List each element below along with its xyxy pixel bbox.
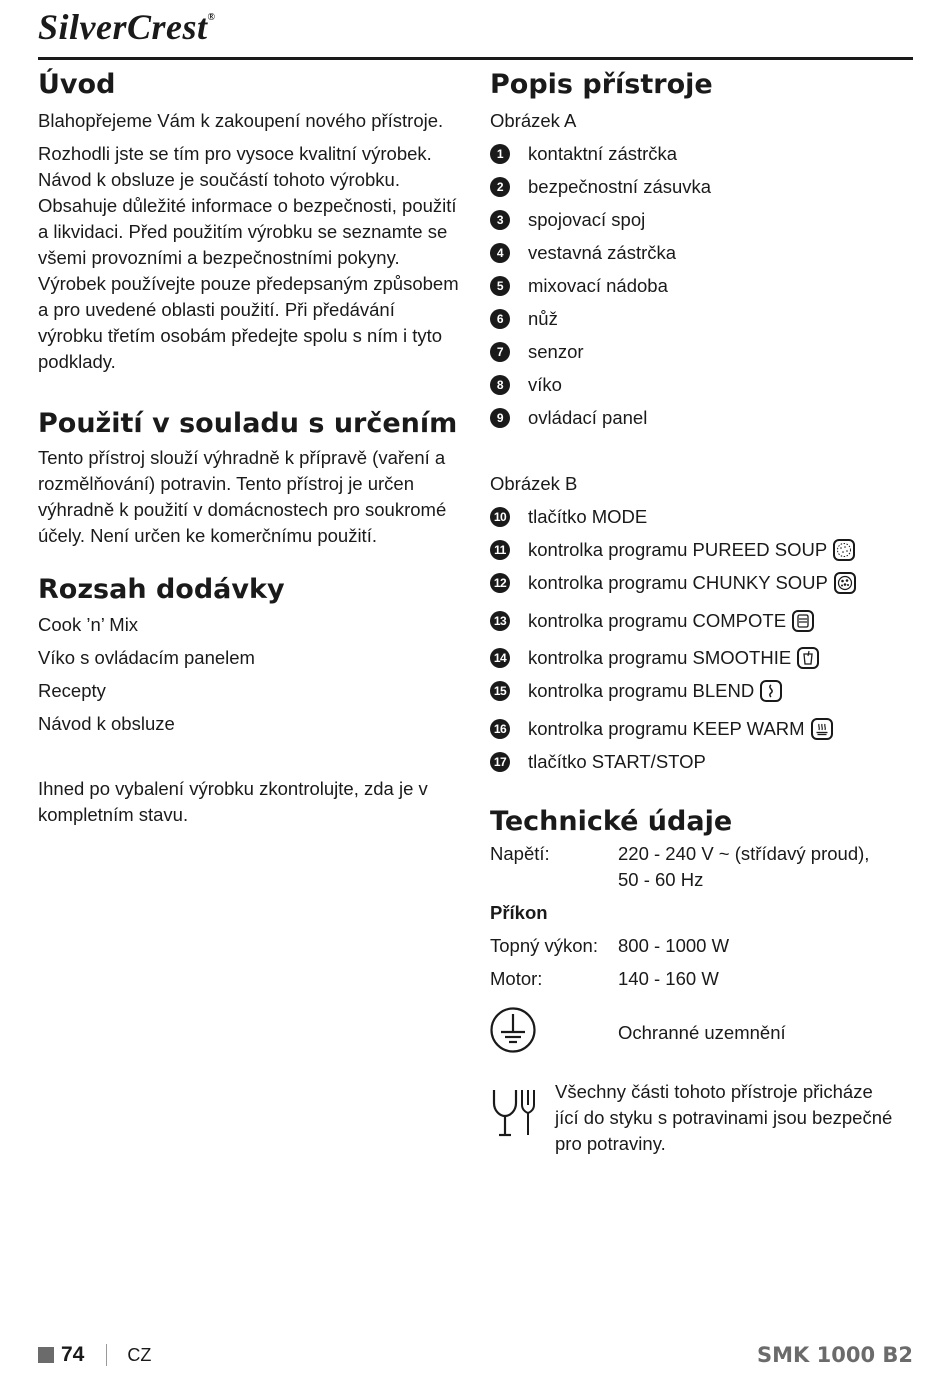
section-title-uvod: Úvod <box>38 69 116 100</box>
figure-a-label: Obrázek A <box>490 110 577 131</box>
number-badge: 17 <box>490 752 510 772</box>
uvod-paragraph-2: Rozhodli jste se tím pro vysoce kvalitní výrobek. Návod k obsluze je součástí tohoto výrobku. Obsahuje důležité informace o bezpečnosti, použití a likvidaci. Před použitím výrobku se seznamte se všemi provozními a bezpečnostními pokyny. Výrobek používejte pouze předepsaným způsobem a pro uvedené oblasti použití. Při předávání výrobku třetím osobám předejte spolu s ním i tyto podklady. <box>38 143 459 372</box>
section-title-popis: Popis přístroje <box>490 69 713 100</box>
list-item <box>490 645 913 671</box>
tech-value: 140 - 160 W <box>618 968 719 989</box>
tech-value: 800 - 1000 W <box>618 935 730 956</box>
number-badge: 3 <box>490 210 510 230</box>
tech-value <box>618 841 869 893</box>
section-title-pouziti: Použití v souladu s určením <box>38 408 458 439</box>
food-safe-icon <box>490 1079 555 1157</box>
list-item <box>490 273 913 299</box>
item-label: mixovací nádoba <box>528 275 668 296</box>
brand-name: SilverCrest <box>38 7 208 47</box>
item-label: tlačítko START/STOP <box>528 751 706 772</box>
number-badge: 13 <box>490 611 510 631</box>
number-badge: 6 <box>490 309 510 329</box>
keep-warm-icon <box>811 718 833 740</box>
number-badge: 9 <box>490 408 510 428</box>
list-item <box>490 207 913 233</box>
number-badge: 15 <box>490 681 510 701</box>
tech-row-motor <box>490 966 913 992</box>
item-label: kontrolka programu KEEP WARM <box>528 718 805 739</box>
list-item <box>490 339 913 365</box>
rozsah-item: Recepty <box>38 680 106 701</box>
footer-left <box>38 1343 151 1367</box>
item-label: kontaktní zástrčka <box>528 143 678 164</box>
left-column <box>38 66 463 828</box>
item-label: spojovací spoj <box>528 209 646 230</box>
tech-row-napeti <box>490 841 913 893</box>
number-badge: 7 <box>490 342 510 362</box>
brand-logo <box>38 6 216 48</box>
list-item <box>490 372 913 398</box>
list-item <box>490 141 913 167</box>
item-label: kontrolka programu PUREED SOUP <box>528 539 828 560</box>
item-label: vestavná zástrčka <box>528 242 677 263</box>
food-safe-text: Všechny části tohoto přístroje přicháze jící do styku s potravinami jsou bezpečné pro potraviny. <box>555 1081 893 1154</box>
number-badge: 16 <box>490 719 510 739</box>
figure-a-list <box>490 141 913 431</box>
list-item <box>490 678 913 704</box>
list-item <box>490 537 913 563</box>
model-number: SMK 1000 B2 <box>757 1343 913 1367</box>
list-item <box>490 570 913 596</box>
item-label: kontrolka programu BLEND <box>528 680 755 701</box>
item-label: nůž <box>528 308 558 329</box>
compote-icon <box>792 610 814 632</box>
number-badge: 12 <box>490 573 510 593</box>
tech-value-line: 50 - 60 Hz <box>618 869 704 890</box>
tech-label: Napětí: <box>490 843 550 864</box>
number-badge: 1 <box>490 144 510 164</box>
list-item <box>490 608 913 634</box>
number-badge: 14 <box>490 648 510 668</box>
item-label: kontrolka programu COMPOTE <box>528 610 787 631</box>
rozsah-note: Ihned po vybalení výrobku zkontrolujte, zda je v kompletním stavu. <box>38 778 428 825</box>
list-item <box>490 504 913 530</box>
item-label: víko <box>528 374 562 395</box>
list-item <box>490 405 913 431</box>
pouziti-paragraph: Tento přístroj slouží výhradně k přípravě (vaření a rozmělňování) potravin. Tento přístroj je určen výhradně k použití v domácnostech pro soukromé účely. Není určen ke komerčnímu použití. <box>38 447 447 546</box>
tech-label: Motor: <box>490 968 543 989</box>
pureed-soup-icon <box>833 539 855 561</box>
tech-label: Topný výkon: <box>490 935 598 956</box>
right-column <box>490 66 913 1157</box>
smoothie-icon <box>797 647 819 669</box>
section-title-tech: Technické údaje <box>490 806 733 837</box>
food-safe-row <box>490 1079 913 1157</box>
list-item <box>490 716 913 742</box>
item-label: bezpečnostní zásuvka <box>528 176 712 197</box>
list-item <box>490 240 913 266</box>
list-item <box>490 749 913 775</box>
list-item <box>490 306 913 332</box>
item-label: ovládací panel <box>528 407 648 428</box>
number-badge: 11 <box>490 540 510 560</box>
rozsah-item: Víko s ovládacím panelem <box>38 647 255 668</box>
item-label: senzor <box>528 341 584 362</box>
chunky-soup-icon <box>834 572 856 594</box>
ground-row <box>490 1006 913 1059</box>
number-badge: 10 <box>490 507 510 527</box>
tech-value-line: 220 - 240 V ~ (střídavý proud), <box>618 843 870 864</box>
number-badge: 5 <box>490 276 510 296</box>
rozsah-list <box>38 612 463 737</box>
item-label: kontrolka programu CHUNKY SOUP <box>528 572 828 593</box>
section-title-rozsah: Rozsah dodávky <box>38 574 285 605</box>
language-code: CZ <box>127 1344 152 1365</box>
ground-icon <box>490 1006 618 1059</box>
item-label: tlačítko MODE <box>528 506 648 527</box>
registered-mark: ® <box>207 12 216 23</box>
page-number: 74 <box>61 1343 85 1366</box>
uvod-paragraph-1: Blahopřejeme Vám k zakoupení nového přístroje. <box>38 110 444 131</box>
rozsah-item: Návod k obsluze <box>38 713 175 734</box>
figure-b-list <box>490 504 913 775</box>
number-badge: 2 <box>490 177 510 197</box>
footer-square-marker <box>38 1347 54 1363</box>
number-badge: 4 <box>490 243 510 263</box>
number-badge: 8 <box>490 375 510 395</box>
list-item <box>490 174 913 200</box>
item-label: kontrolka programu SMOOTHIE <box>528 647 792 668</box>
ground-text: Ochranné uzemnění <box>618 1021 786 1043</box>
tech-label: Příkon <box>490 902 548 923</box>
footer-divider <box>106 1344 107 1366</box>
rozsah-item: Cook ’n’ Mix <box>38 614 139 635</box>
tech-row-prikon <box>490 900 913 926</box>
blend-icon <box>760 680 782 702</box>
figure-b-label: Obrázek B <box>490 473 578 494</box>
header-rule <box>38 57 913 60</box>
tech-row-topny <box>490 933 913 959</box>
tech-table <box>490 841 913 1157</box>
